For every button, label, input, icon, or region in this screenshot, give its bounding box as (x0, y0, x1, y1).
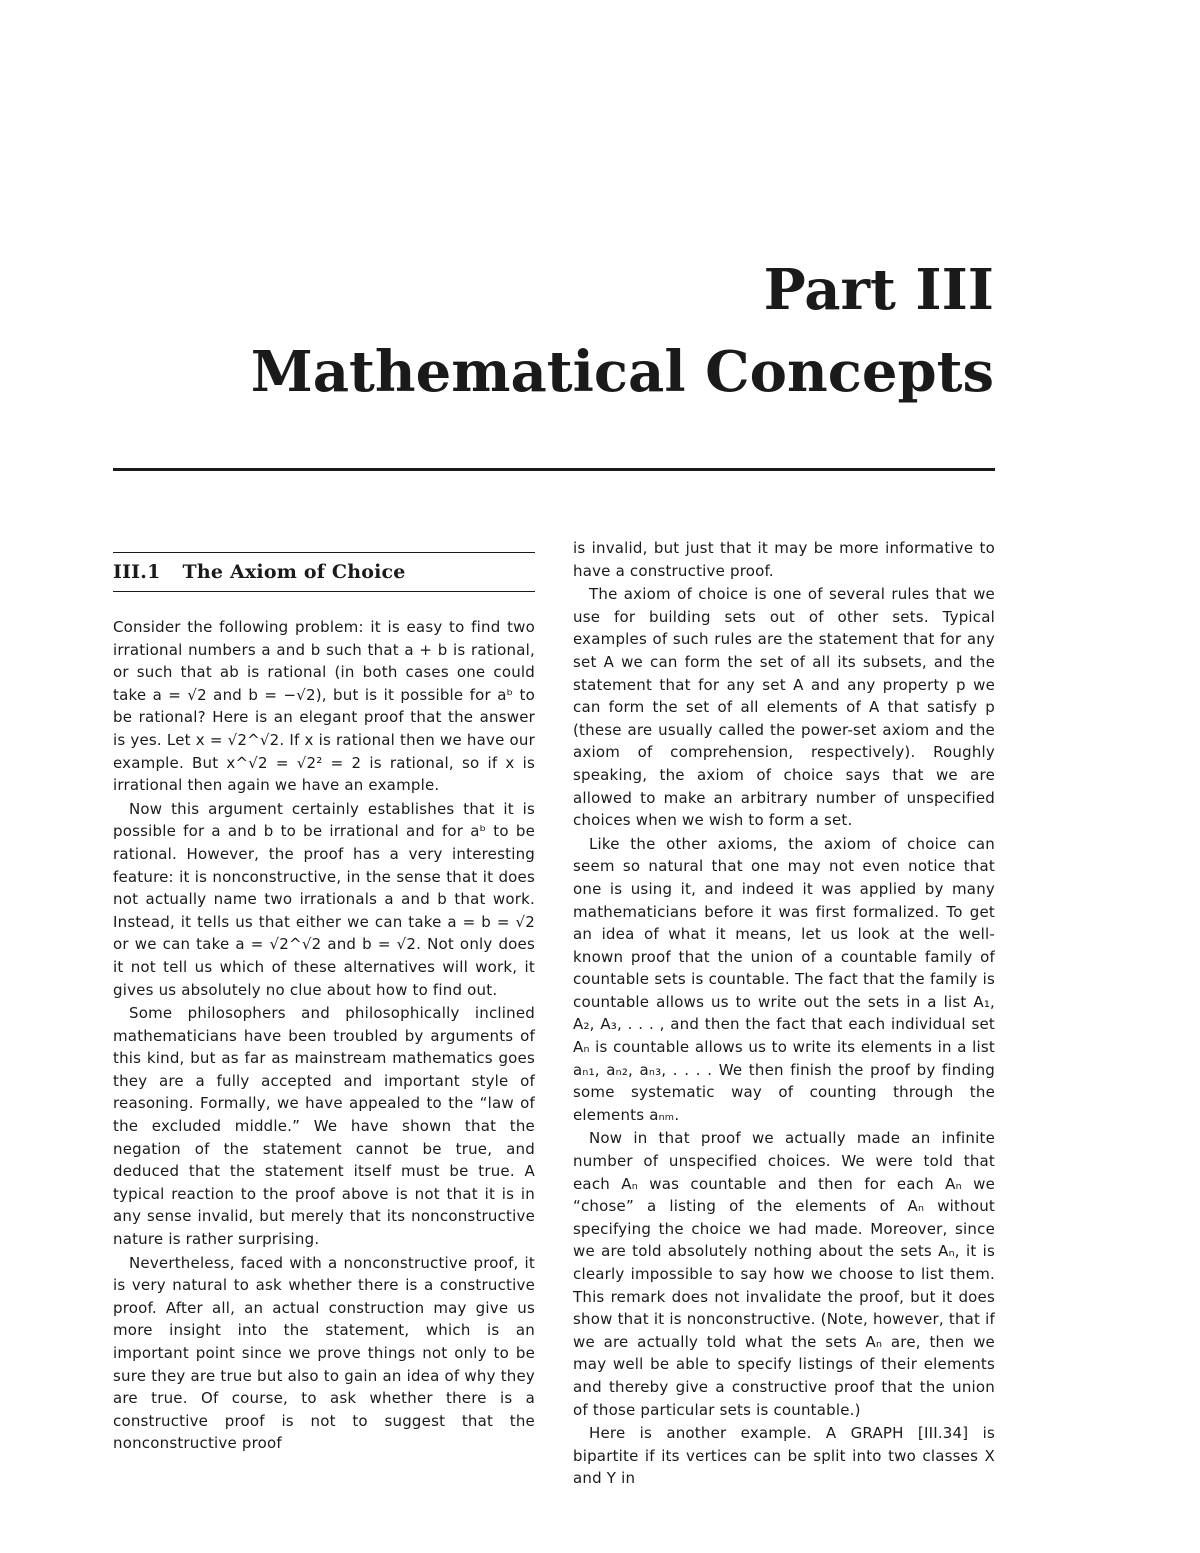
paragraph: Like the other axioms, the axiom of choice can seem so natural that one may not even notice that one is using it, and indeed it was applied by many mathematicians before it was first formalized. To get an idea of what it means, let us look at the well-known proof that the union of a countable family of countable sets is countable. The fact that the family is countable allows us to write out the sets in a list A₁, A₂, A₃, . . . , and then the fact that each individual set Aₙ is countable allows us to write its elements in a list aₙ₁, aₙ₂, aₙ₃, . . . . We then finish the proof by finding some systematic way of counting through the elements aₙₘ. (573, 834, 995, 1124)
right-column (573, 537, 995, 1490)
part-title: Mathematical Concepts (250, 339, 994, 405)
paragraph: Here is another example. A GRAPH [III.34] is bipartite if its vertices can be split into two classes X and Y in (573, 1424, 995, 1488)
paragraph: Consider the following problem: it is easy to find two irrational numbers a and b such that a + b is rational, or such that ab is rational (in both cases one could take a = √2 and b = −√2), but is it possible for aᵇ to be rational? Here is an elegant proof that the answer is yes. Let x = √2^√2. If x is rational then we have our example. But x^√2 = √2² = 2 is rational, so if x is irrational then again we have an example. (113, 618, 535, 795)
section-header (113, 552, 535, 592)
paragraph: is invalid, but just that it may be more informative to have a constructive proof. (573, 539, 995, 580)
paragraph: Some philosophers and philosophically inclined mathematicians have been troubled by arguments of this kind, but as far as mainstream mathematics goes they are a fully accepted and important style of reasoning. Formally, we have appealed to the “law of the excluded middle.” We have shown that the negation of the statement cannot be true, and deduced that the statement itself must be true. A typical reaction to the proof above is not that it is in any sense invalid, but merely that its nonconstructive nature is rather surprising. (113, 1004, 535, 1249)
part-heading (251, 255, 994, 407)
paragraph: The axiom of choice is one of several rules that we use for building sets out of other sets. Typical examples of such rules are the statement that for any set A we can form the set of all its subsets, and the statement that for any set A and any property p we can form the set of all elements of A that satisfy p (these are usually called the power-set axiom and the axiom of comprehension, respectively). Roughly speaking, the axiom of choice says that we are allowed to make an arbitrary number of unspecified choices when we wish to form a set. (573, 585, 995, 830)
section-number: III.1 (113, 561, 161, 583)
section-title: The Axiom of Choice (182, 561, 406, 583)
paragraph: Now this argument certainly establishes that it is possible for a and b to be irrational and for aᵇ to be rational. However, the proof has a very interesting feature: it is nonconstructive, in the sense that it does not actually name two irrationals a and b that work. Instead, it tells us that either we can take a = b = √2 or we can take a = √2^√2 and b = √2. Not only does it not tell us which of these alternatives will work, it gives us absolutely no clue about how to find out. (113, 799, 535, 999)
paragraph: Now in that proof we actually made an infinite number of unspecified choices. We were told that each Aₙ was countable and then for each Aₙ we “chose” a listing of the elements of Aₙ without specifying the choice we had made. Moreover, since we are told absolutely nothing about the sets Aₙ, it is clearly impossible to say how we choose to list them. This remark does not invalidate the proof, but it does show that it is nonconstructive. (Note, however, that if we are actually told what the sets Aₙ are, then we may well be able to specify listings of their elements and thereby give a constructive proof that the union of those particular sets is countable.) (573, 1129, 995, 1419)
paragraph: Nevertheless, faced with a nonconstructive proof, it is very natural to ask whether there is a constructive proof. After all, an actual construction may give us more insight into the statement, which is an important point since we prove things not only to be sure they are true but also to gain an idea of why they are true. Of course, to ask whether there is a constructive proof is not to suggest that the nonconstructive proof (113, 1253, 535, 1453)
left-column (113, 537, 535, 1455)
part-label: Part III (763, 257, 994, 323)
heading-rule (113, 468, 995, 471)
